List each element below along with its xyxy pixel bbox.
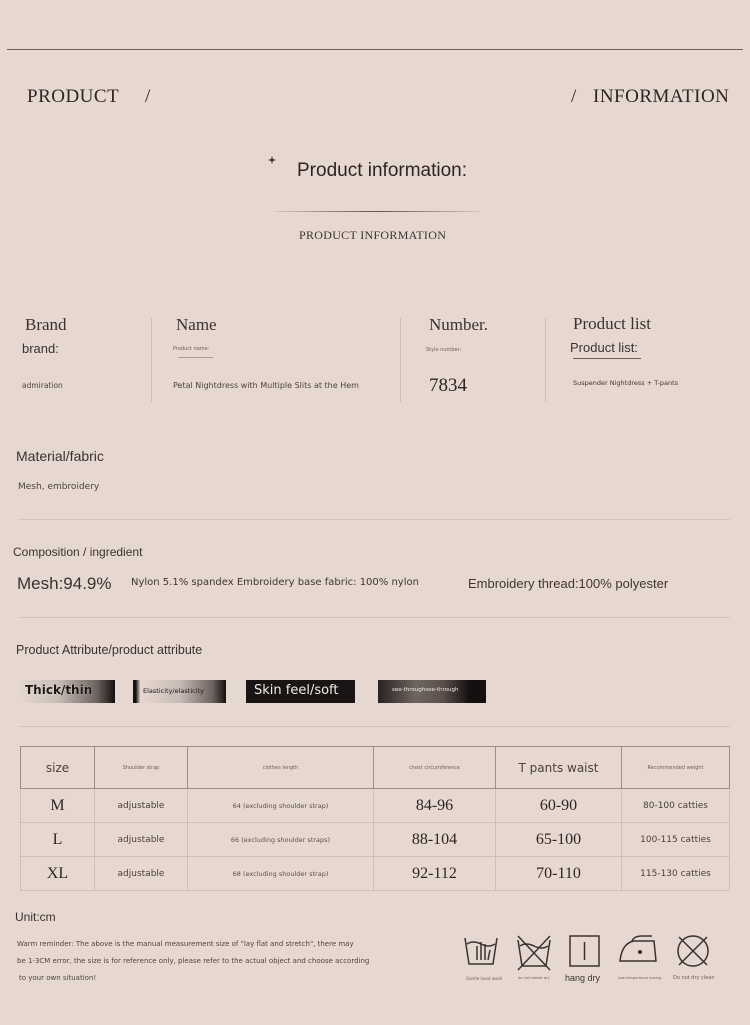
header-waist: T pants waist <box>496 747 622 789</box>
brand-label: Brand <box>25 315 67 334</box>
product-list-sublabel-rule <box>573 358 641 359</box>
cell-strap: adjustable <box>95 823 188 857</box>
cell-length: 64 (excluding shoulder strap) <box>188 789 374 823</box>
cell-length: 68 (excluding shoulder strap) <box>188 857 374 891</box>
cell-length: 66 (excluding shoulder straps) <box>188 823 374 857</box>
composition-detail: Nylon 5.1% spandex Embroidery base fabric: 100% nylon <box>131 577 419 588</box>
iron-icon <box>618 935 658 965</box>
page-title: Product information: <box>297 160 468 181</box>
reminder-line-3: to your own situation! <box>19 974 97 982</box>
top-rule <box>7 49 743 50</box>
attribute-see-through <box>378 680 486 703</box>
product-list-label: Product list <box>573 314 651 333</box>
header-clothes-length: clothes length <box>188 747 374 789</box>
header-weight: Recommended weight <box>622 747 730 789</box>
attribute-thick-thin <box>20 680 115 703</box>
product-list-value: Suspender Nightdress + T-pants <box>573 379 679 387</box>
name-value: Petal Nightdress with Multiple Slits at the Hem <box>173 381 359 390</box>
cell-waist: 70-110 <box>496 857 622 891</box>
do-not-tumble-dry-icon <box>516 934 552 972</box>
do-not-tumble-dry-label: do not tumble dry <box>518 976 550 980</box>
cell-waist: 60-90 <box>496 789 622 823</box>
name-sublabel-rule <box>178 357 213 358</box>
header-slash-left: / <box>145 86 151 107</box>
cell-weight: 80-100 catties <box>622 789 730 823</box>
cell-size: L <box>21 823 95 857</box>
header-chest: chest circumference <box>374 747 496 789</box>
page-subtitle: PRODUCT INFORMATION <box>299 228 447 242</box>
name-label: Name <box>176 315 217 334</box>
cell-chest: 88-104 <box>374 823 496 857</box>
iron-label: Low temperature ironing <box>618 976 662 980</box>
table-row <box>21 823 730 857</box>
attribute-heading: Product Attribute/product attribute <box>16 643 203 657</box>
header-slash-right: / <box>571 86 577 107</box>
info-divider-1 <box>151 318 152 402</box>
reminder-line-2: be 1-3CM error, the size is for reference only, please refer to the actual object and choose according <box>17 957 370 965</box>
do-not-dry-clean-icon <box>675 932 711 970</box>
table-row <box>21 857 730 891</box>
brand-value: admiration <box>22 381 63 390</box>
number-sublabel: Style number: <box>426 347 462 353</box>
composition-heading: Composition / ingredient <box>13 545 143 559</box>
hand-wash-icon <box>463 930 499 968</box>
product-list-sublabel: Product list: <box>570 340 638 355</box>
title-underline <box>274 211 480 212</box>
attribute-see-through-label: see-throughsee-through <box>392 687 459 693</box>
attribute-skin-feel <box>246 680 355 703</box>
cell-waist: 65-100 <box>496 823 622 857</box>
attribute-skin-feel-label: Skin feel/soft <box>254 683 339 698</box>
cell-strap: adjustable <box>95 789 188 823</box>
attribute-elasticity-label: Elasticity/elasticity <box>143 687 204 695</box>
material-divider <box>18 519 730 520</box>
attribute-elasticity <box>133 680 226 703</box>
brand-sublabel: brand: <box>22 341 59 356</box>
cell-size: XL <box>21 857 95 891</box>
header-shoulder-strap: Shoulder strap <box>95 747 188 789</box>
cell-strap: adjustable <box>95 857 188 891</box>
name-sublabel: Product name: <box>173 346 210 352</box>
header-left: PRODUCT <box>27 86 120 107</box>
cell-size: M <box>21 789 95 823</box>
attribute-thick-thin-label: Thick/thin <box>25 683 93 697</box>
hand-wash-label: Gentle hand wash <box>466 976 503 981</box>
number-label: Number. <box>429 315 489 334</box>
material-value: Mesh, embroidery <box>18 482 100 492</box>
attribute-divider <box>18 726 730 727</box>
header-right: INFORMATION <box>593 86 730 107</box>
cell-chest: 84-96 <box>374 789 496 823</box>
header-size: size <box>21 747 95 789</box>
reminder-line-1: Warm reminder: The above is the manual measurement size of "lay flat and stretch", there may <box>17 940 354 948</box>
do-not-dry-clean-label: Do not dry clean <box>673 975 715 981</box>
material-heading: Material/fabric <box>16 448 104 464</box>
info-divider-3 <box>545 318 546 402</box>
cell-weight: 100-115 catties <box>622 823 730 857</box>
composition-thread: Embroidery thread:100% polyester <box>468 576 669 591</box>
composition-mesh: Mesh:94.9% <box>17 574 112 593</box>
unit-label: Unit:cm <box>15 910 56 924</box>
info-divider-2 <box>400 318 401 402</box>
table-row <box>21 789 730 823</box>
moon-star-icon <box>266 156 290 184</box>
size-table-header <box>21 747 730 789</box>
size-table <box>20 746 730 891</box>
cell-weight: 115-130 catties <box>622 857 730 891</box>
hang-dry-icon <box>569 934 601 968</box>
hang-dry-label: hang dry <box>565 973 601 983</box>
number-value: 7834 <box>429 375 467 396</box>
composition-divider <box>18 617 730 618</box>
cell-chest: 92-112 <box>374 857 496 891</box>
